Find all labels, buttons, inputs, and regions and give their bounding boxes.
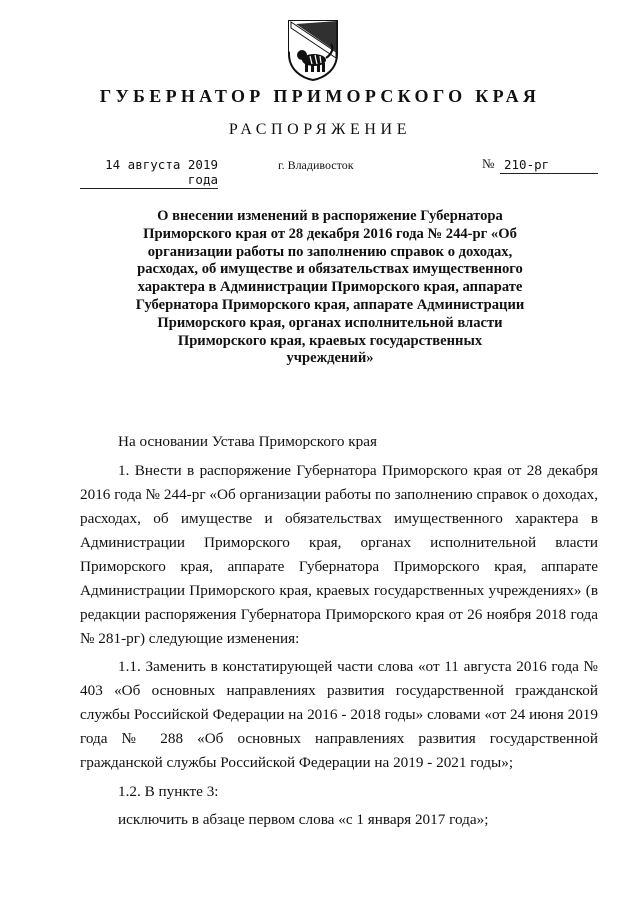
- document-number: 210-рг: [500, 157, 598, 174]
- document-date: 14 августа 2019 года: [80, 157, 218, 189]
- body-paragraph: 1.2. В пункте 3:: [118, 782, 219, 800]
- body-paragraph: исключить в абзаце первом слова «с 1 января 2017 года»;: [118, 811, 489, 828]
- document-number-label: №: [482, 156, 495, 171]
- basis-paragraph: На основании Устава Приморского края: [118, 433, 377, 450]
- body-paragraph: 1. Внести в распоряжение Губернатора Приморского края от 28 декабря 2016 года № 244-рг «Об организации работы по заполнению справок о доходах, расходах, об имуществе и обязательствах имущественного характера в Администрации Приморского края, органах исполнительной власти Приморского края, аппарате Губернатора Приморского края, аппарате Администрации Приморского края, краевых государственных учреждениях» (в редакции распоряжения Губернатора Приморского края от 26 ноября 2018 года № 281-рг) следующие изменения:: [80, 461, 598, 647]
- body-paragraph: 1.1. Заменить в констатирующей части слова «от 11 августа 2016 года № 403 «Об основных направлениях развития государственной гражданской службы Российской Федерации на 2016 - 2018 годы» словами «от 24 июня 2019 года № 288 «Об основных направлениях развития государственной гражданской службы Российской Федерации на 2019 - 2021 годы»;: [80, 658, 598, 771]
- coat-of-arms-icon: [286, 18, 340, 82]
- document-type: РАСПОРЯЖЕНИЕ: [228, 121, 412, 138]
- document-body: [80, 430, 598, 837]
- document-city: г. Владивосток: [278, 158, 354, 172]
- document-heading: О внесении изменений в распоряжение Губернатора Приморского края от 28 декабря 2016 года № 244-рг «Об организации работы по заполнению справок о доходах, расходах, об имуществе и обязательствах имущественного характера в Администрации Приморского края, аппарате Губернатора Приморского края, аппарате Администрации Приморского края, органах исполнительной власти Приморского края, краевых государственных учреждений»: [135, 208, 525, 367]
- governor-title: ГУБЕРНАТОР ПРИМОРСКОГО КРАЯ: [99, 86, 541, 106]
